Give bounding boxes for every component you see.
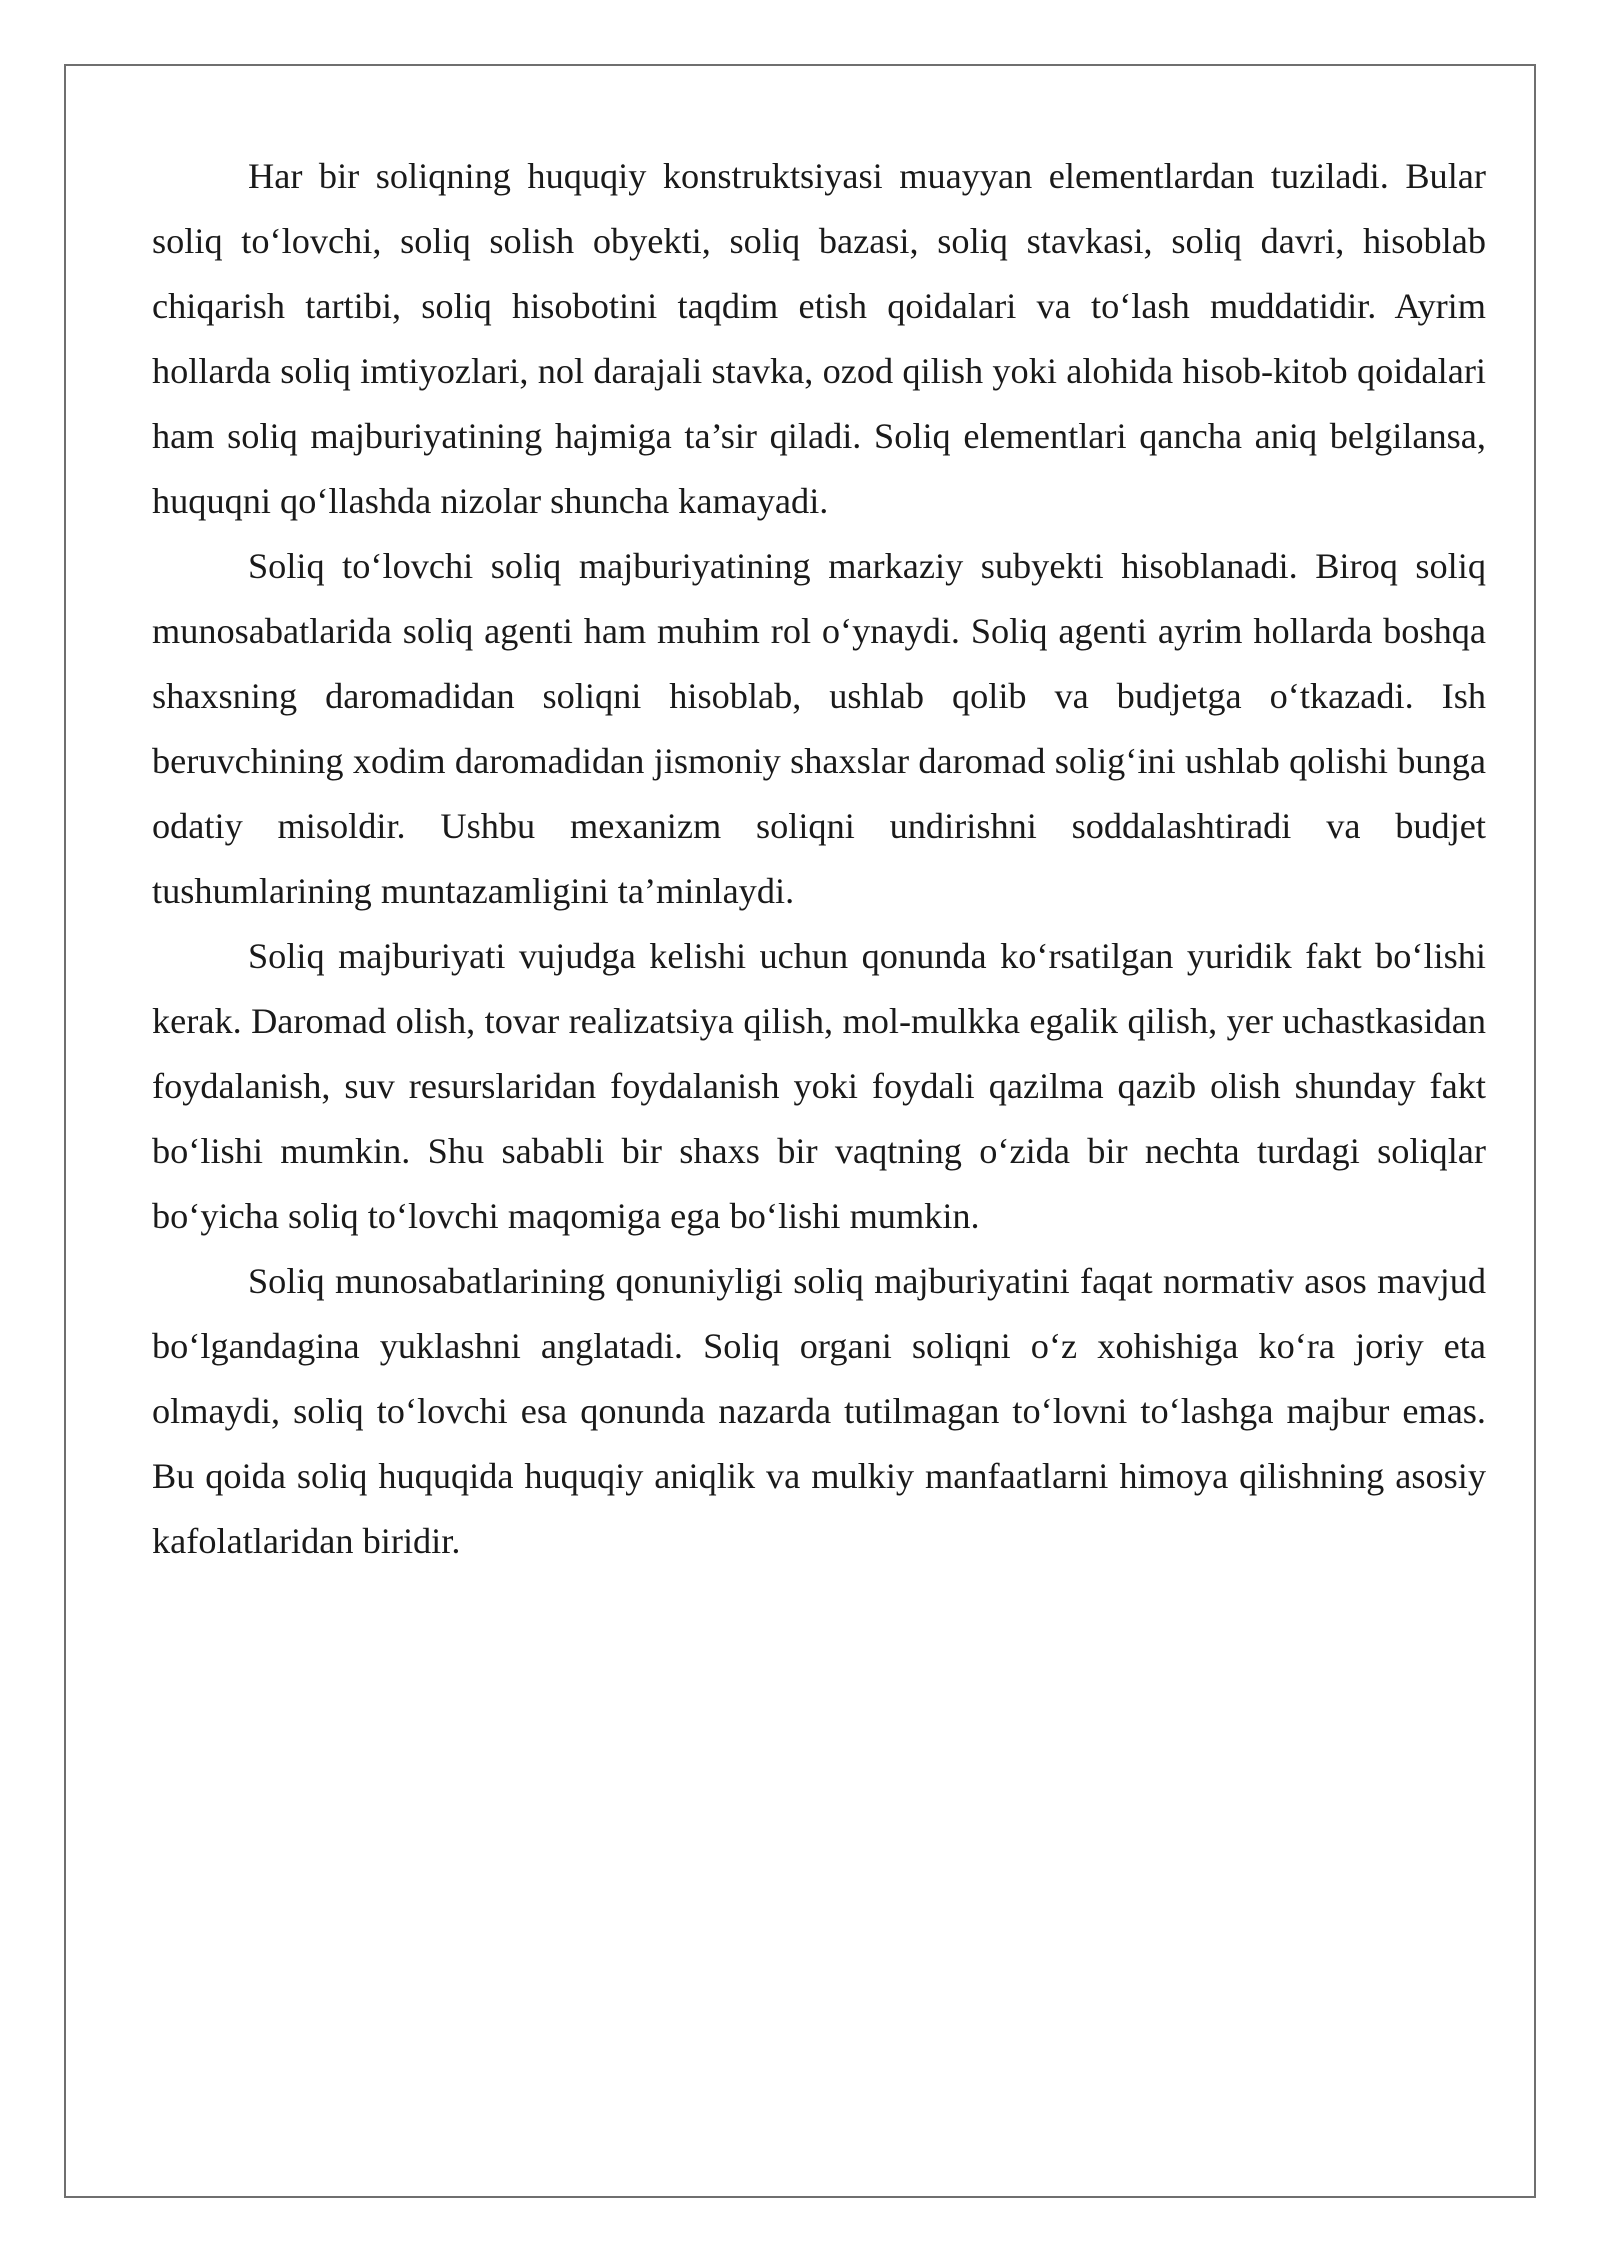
paragraph-legality: Soliq munosabatlarining qonuniyligi soliq majburiyatini faqat normativ asos mavjud bo‘lgandagina yuklashni anglatadi. Soliq organi soliqni o‘z xohishiga ko‘ra joriy eta olmaydi, soliq to‘lovchi esa qonunda nazarda tutilmagan to‘lovni to‘lashga majbur emas. Bu qoida soliq huquqida huquqiy aniqlik va mulkiy manfaatlarni himoya qilishning asosiy kafolatlaridan biridir.: [152, 1261, 1486, 1561]
paragraph-tax-elements: Har bir soliqning huquqiy konstruktsiyasi muayyan elementlardan tuziladi. Bular soliq to‘lovchi, soliq solish obyekti, soliq bazasi, soliq stavkasi, soliq davri, hisoblab chiqarish tartibi, soliq hisobotini taqdim etish qoidalari va to‘lash muddatidir. Ayrim hollarda soliq imtiyozlari, nol darajali stavka, ozod qilish yoki alohida hisob-kitob qoidalari ham soliq majburiyatining hajmiga ta’sir qiladi. Soliq elementlari qancha aniq belgilansa, huquqni qo‘llashda nizolar shuncha kamayadi.: [152, 156, 1486, 521]
paragraph-taxpayer-agent: Soliq to‘lovchi soliq majburiyatining markaziy subyekti hisoblanadi. Biroq soliq munosabatlarida soliq agenti ham muhim rol o‘ynaydi. Soliq agenti ayrim hollarda boshqa shaxsning daromadidan soliqni hisoblab, ushlab qolib va budjetga o‘tkazadi. Ish beruvchining xodim daromadidan jismoniy shaxslar daromad solig‘ini ushlab qolishi bunga odatiy misoldir. Ushbu mexanizm soliqni undirishni soddalashtiradi va budjet tushumlarining muntazamligini ta’minlaydi.: [152, 546, 1486, 911]
paragraph-legal-fact: Soliq majburiyati vujudga kelishi uchun qonunda ko‘rsatilgan yuridik fakt bo‘lishi kerak. Daromad olish, tovar realizatsiya qilish, mol-mulkka egalik qilish, yer uchastkasidan foydalanish, suv resurslaridan foydalanish yoki foydali qazilma qazib olish shunday fakt bo‘lishi mumkin. Shu sababli bir shaxs bir vaqtning o‘zida bir nechta turdagi soliqlar bo‘yicha soliq to‘lovchi maqomiga ega bo‘lishi mumkin.: [152, 936, 1486, 1236]
document-body: [152, 144, 1486, 1574]
